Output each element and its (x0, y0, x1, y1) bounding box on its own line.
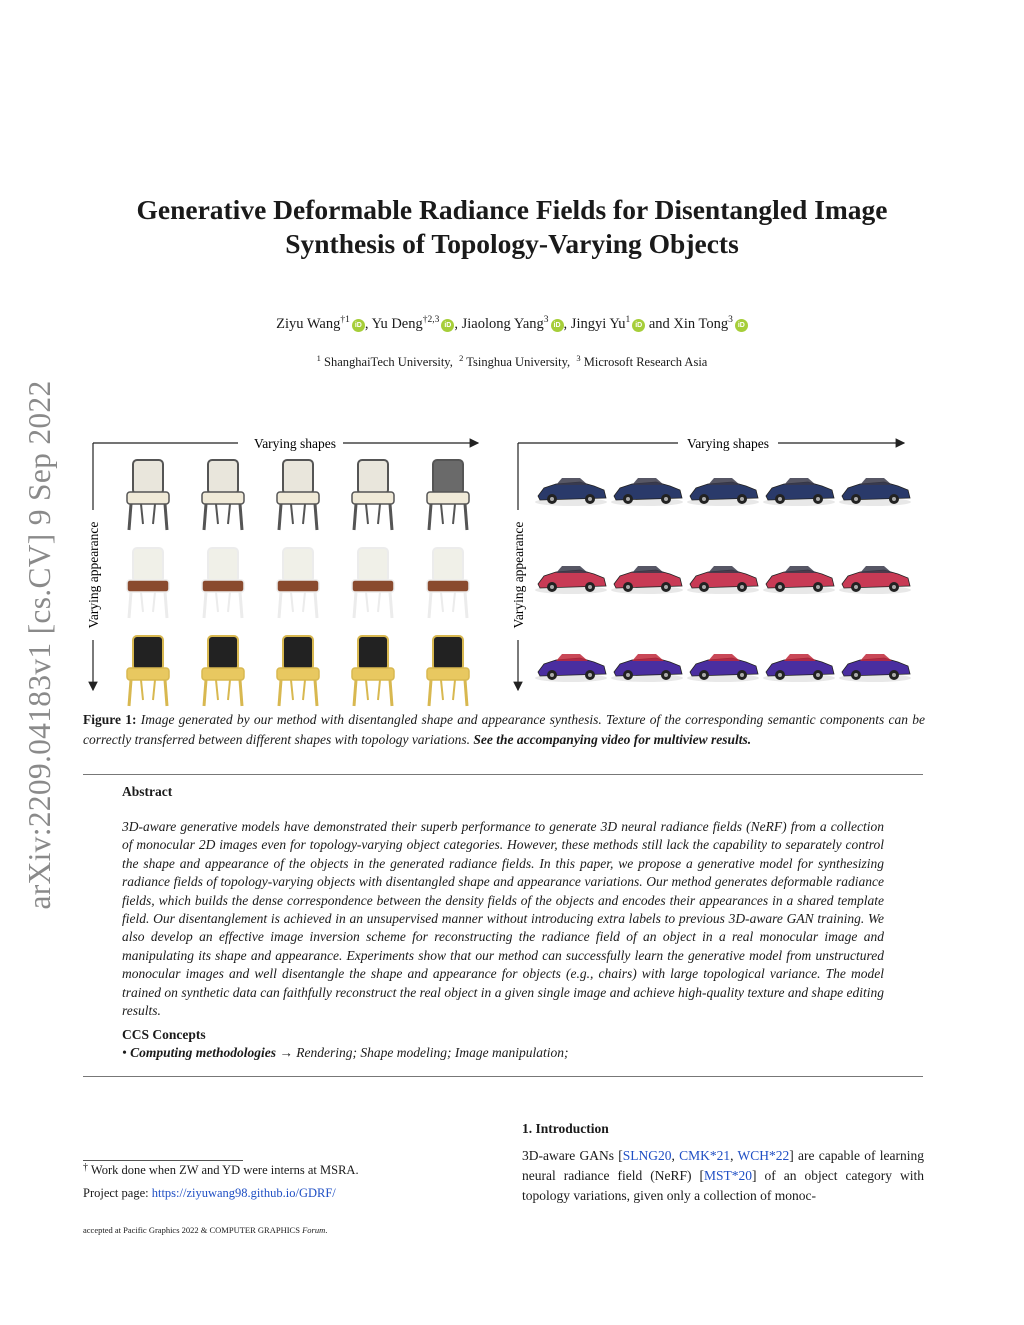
author-4[interactable]: Xin Tong$^3$iD (673, 316, 747, 332)
author-0[interactable]: Ziyu Wang$^{\dagger 1}$iD (276, 316, 365, 332)
orcid-icon[interactable]: iD (352, 319, 365, 332)
ccs-concepts: • Computing methodologies → Rendering; Shape modeling; Image manipulation; (122, 1045, 569, 1060)
author-1[interactable]: Yu Deng$^{\dagger 2,3}$iD (372, 316, 455, 332)
title-line-1: Generative Deformable Radiance Fields for Disentangled Image (136, 194, 888, 225)
car-thumbnail (839, 654, 911, 682)
affiliation-2: Tsinghua University, (466, 355, 571, 369)
affiliation-list: $^1$ ShanghaiTech University, $^2$ Tsinghua University, $^3$ Microsoft Research Asia (316, 353, 708, 369)
footnote-rule (83, 1160, 243, 1161)
chair-thumbnail (352, 636, 394, 706)
chair-thumbnail (427, 460, 469, 530)
introduction-paragraph: 3D-aware GANs [SLNG20, CMK*21, WCH*22] are capable of learning neural radiance field (NeRF) [MST*20] of an object category with topology variations, given only a collection of monoc- (522, 1148, 924, 1203)
orcid-icon[interactable]: iD (735, 319, 748, 332)
arxiv-stamp (14, 360, 66, 930)
affiliation-3: Microsoft Research Asia (583, 355, 708, 369)
ccs-items: Rendering; Shape modeling; Image manipulation; (296, 1045, 569, 1060)
author-list: Ziyu Wang$^{\dagger 1}$iD , Yu Deng$^{\dagger 2,3}$iD , Jiaolong Yang$^3$iD , Jingyi Yu$^1$iD and Xin Tong$^3$iD (80, 316, 944, 333)
car-thumbnail (535, 654, 607, 682)
car-thumbnail (611, 566, 683, 594)
orcid-icon[interactable]: iD (441, 319, 454, 332)
chair-thumbnail (202, 548, 244, 618)
chair-thumbnail (127, 548, 169, 618)
citation-link[interactable]: MST*20 (703, 1168, 752, 1183)
chair-thumbnail (127, 460, 169, 530)
car-thumbnail (687, 478, 759, 506)
car-thumbnail (763, 566, 835, 594)
footnote-project: Project page: https://ziyuwang98.github.io/GDRF/ (83, 1186, 336, 1200)
figure-caption (83, 710, 925, 750)
chair-thumbnail (352, 548, 394, 618)
chair-thumbnail (202, 460, 244, 530)
car-thumbnail (611, 478, 683, 506)
left-y-axis-label: Varying appearance (86, 521, 101, 629)
right-x-axis-label: Varying shapes (686, 436, 770, 451)
chair-thumbnail (277, 636, 319, 706)
chair-thumbnail (127, 636, 169, 706)
ccs-category: Computing methodologies (130, 1045, 277, 1060)
car-thumbnail (839, 566, 911, 594)
right-y-axis-label: Varying appearance (511, 521, 526, 629)
chair-thumbnail (277, 460, 319, 530)
chair-thumbnail (427, 548, 469, 618)
caption-bold-note: See the accompanying video for multiview results. (473, 732, 752, 747)
car-thumbnail (535, 566, 607, 594)
orcid-icon[interactable]: iD (551, 319, 564, 332)
chair-thumbnail (277, 548, 319, 618)
car-thumbnail (611, 654, 683, 682)
teaser-figure (88, 430, 922, 700)
abstract-bottom-rule (83, 1076, 923, 1077)
arxiv-id-text: arXiv:2209.04183v1 [cs.CV] 9 Sep 2022 (22, 380, 57, 910)
caption-label: Figure 1: (83, 712, 137, 727)
citation-link[interactable]: CMK*21 (679, 1148, 731, 1163)
car-thumbnail (839, 478, 911, 506)
footnote-intern: † Work done when ZW and YD were interns at MSRA. (83, 1162, 359, 1177)
chair-thumbnail (427, 636, 469, 706)
car-thumbnail (763, 478, 835, 506)
car-thumbnail (763, 654, 835, 682)
title-line-2: Synthesis of Topology-Varying Objects (285, 228, 739, 259)
car-thumbnail (535, 478, 607, 506)
car-image-grid (535, 478, 911, 682)
dagger-mark: † (83, 1162, 88, 1173)
car-thumbnail (687, 566, 759, 594)
abstract-body: 3D-aware generative models have demonstrated their superb performance to generate 3D neural radiance fields (NeRF) from a collection of monocular 2D images even for topology-varying object categories. However, these methods still lack the capability to separately control the shape and appearance of the objects in the generated radiance fields. In this paper, we propose a generative model for synthesizing radiance fields of topology-varying objects with disentangled shape and appearance variations. Our method generates deformable radiance fields, which builds the dense correspondence between the density fields of the objects and encodes their appearances in a shared template field. Our disentanglement is achieved in an unsupervised manner without introducing extra labels to previous 3D-aware GAN training. We also develop an effective image inversion scheme for reconstructing the radiance field of an object in a real monocular image and manipulating its shape and appearance. Experiments show that our method can successfully learn the generative model from unstructured monocular images and well disentangle the shape and appearance for objects (e.g., chairs) with large topological variance. The model trained on synthetic data can faithfully reconstruct the real object in a given single image and achieve high-quality texture and shape editing results. (122, 819, 884, 1019)
chair-thumbnail (202, 636, 244, 706)
affiliation-1: ShanghaiTech University, (324, 355, 453, 369)
abstract-top-rule (83, 774, 923, 775)
ccs-heading: CCS Concepts (122, 1027, 206, 1042)
chair-thumbnail (352, 460, 394, 530)
citation-link[interactable]: SLNG20 (622, 1148, 672, 1163)
caption-text: Image generated by our method with disentangled shape and appearance synthesis. Texture of the corresponding semantic components can be correctly transferred between different shapes with topology variations. (83, 712, 925, 747)
project-page-link[interactable]: https://ziyuwang98.github.io/GDRF/ (151, 1186, 336, 1200)
author-2[interactable]: Jiaolong Yang$^3$iD (462, 316, 564, 332)
orcid-icon[interactable]: iD (632, 319, 645, 332)
left-x-axis-label: Varying shapes (253, 436, 337, 451)
paper-title (60, 193, 964, 261)
chair-image-grid (127, 460, 469, 706)
abstract-heading: Abstract (122, 784, 173, 799)
venue-footer: accepted at Pacific Graphics 2022 & COMPUTER GRAPHICS Forum. (83, 1225, 328, 1235)
teaser-figure-svg (88, 430, 922, 700)
citation-link[interactable]: WCH*22 (737, 1148, 790, 1163)
car-thumbnail (687, 654, 759, 682)
author-3[interactable]: Jingyi Yu$^1$iD (571, 316, 645, 332)
section-heading-introduction: 1. Introduction (522, 1121, 609, 1136)
